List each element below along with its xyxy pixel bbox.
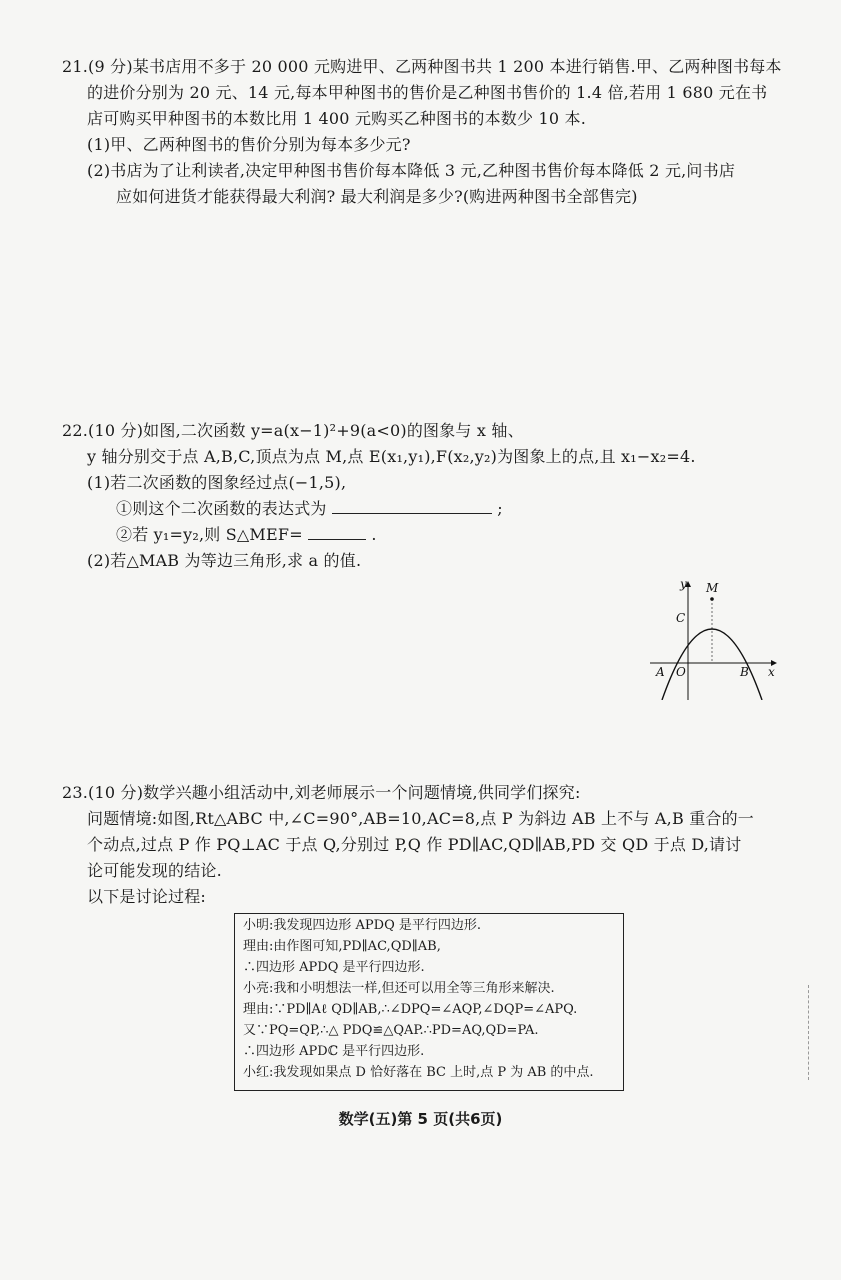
graph-label-y: y	[680, 578, 687, 591]
q23-line-4: 论可能发现的结论.	[87, 861, 222, 880]
q23-line-1: 23.(10 分)数学兴趣小组活动中,刘老师展示一个问题情境,供同学们探究:	[62, 783, 581, 802]
q22-line-3: (1)若二次函数的图象经过点(−1,5),	[87, 473, 347, 492]
q22-line-5	[116, 524, 377, 546]
graph-label-M: M	[706, 581, 719, 595]
q22-sub1-text: ①则这个二次函数的表达式为	[116, 499, 327, 518]
box-line-6: 又∵PQ=QP,∴△ PDQ≌△QAP.∴PD=AQ,QD=PA.	[243, 1023, 539, 1038]
box-line-2: 理由:由作图可知,PD∥AC,QD∥AB,	[243, 939, 441, 954]
q21-line-5: (2)书店为了让利读者,决定甲种图书售价每本降低 3 元,乙种图书售价每本降低 2 元,问书店	[87, 161, 736, 180]
q22-line-1: 22.(10 分)如图,二次函数 y=a(x−1)²+9(a<0)的图象与 x 轴、	[62, 421, 524, 440]
graph-label-O: O	[676, 665, 686, 679]
q22-line-6: (2)若△MAB 为等边三角形,求 a 的值.	[87, 551, 362, 570]
margin-mark	[808, 985, 811, 1080]
q22-sub2-text: ②若 y₁=y₂,则 S△MEF=	[116, 525, 303, 544]
vertex-point	[710, 597, 714, 601]
q22-line-4	[116, 498, 503, 520]
box-line-3: ∴四边形 APDQ 是平行四边形.	[243, 960, 425, 975]
q21-line-3: 店可购买甲种图书的本数比用 1 400 元购买乙种图书的本数少 10 本.	[87, 109, 586, 128]
q21-line-4: (1)甲、乙两种图书的售价分别为每本多少元?	[87, 135, 411, 154]
q21-line-2: 的进价分别为 20 元、14 元,每本甲种图书的售价是乙种图书售价的 1.4 倍,若用 1 680 元在书	[87, 83, 768, 102]
q23-line-5: 以下是讨论过程:	[87, 887, 206, 906]
box-line-5: 理由:∵PD∥Aℓ QD∥AB,∴∠DPQ=∠AQP,∠DQP=∠APQ.	[243, 1002, 578, 1017]
q23-line-3: 个动点,过点 P 作 PQ⊥AC 于点 Q,分别过 P,Q 作 PD∥AC,QD∥AB,PD 交 QD 于点 D,请讨	[87, 835, 742, 854]
q22-sub1-end: ;	[497, 499, 503, 518]
page-footer: 数学(五)第 5 页(共6页)	[338, 1110, 503, 1128]
q23-line-2: 问题情境:如图,Rt△ABC 中,∠C=90°,AB=10,AC=8,点 P 为斜边 AB 上不与 A,B 重合的一	[87, 809, 755, 828]
answer-blank-2[interactable]	[308, 525, 366, 540]
q22-line-2: y 轴分别交于点 A,B,C,顶点为点 M,点 E(x₁,y₁),F(x₂,y₂)为图象上的点,且 x₁−x₂=4.	[87, 447, 696, 466]
q21-line-6: 应如何进货才能获得最大利润? 最大利润是多少?(购进两种图书全部售完)	[116, 187, 638, 206]
graph-label-B: B	[740, 665, 749, 679]
discussion-box	[234, 913, 624, 1091]
box-line-8: 小红:我发现如果点 D 恰好落在 BC 上时,点 P 为 AB 的中点.	[243, 1065, 594, 1080]
parabola-graph	[650, 578, 780, 700]
q21-line-1: 21.(9 分)某书店用不多于 20 000 元购进甲、乙两种图书共 1 200 本进行销售.甲、乙两种图书每本	[62, 57, 782, 76]
answer-blank-1[interactable]	[332, 499, 492, 514]
box-line-7: ∴四边形 APDℂ 是平行四边形.	[243, 1044, 425, 1059]
graph-label-C: C	[676, 611, 686, 625]
graph-label-A: A	[656, 665, 665, 679]
box-line-1: 小明:我发现四边形 APDQ 是平行四边形.	[243, 918, 481, 933]
q22-sub2-end: .	[371, 525, 377, 544]
graph-label-x: x	[768, 665, 775, 679]
box-line-4: 小亮:我和小明想法一样,但还可以用全等三角形来解决.	[243, 981, 555, 996]
